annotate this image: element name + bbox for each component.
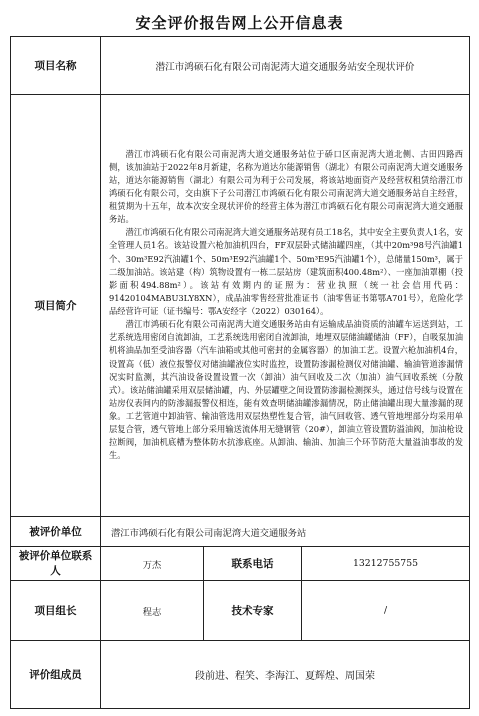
- contact-value-cell: [101, 547, 204, 581]
- intro-paragraph-3: 潜江市鸿硕石化有限公司南泥湾大道交通服务站由有运输成品油资质的油罐车运送到站，工艺系统选用密闭自流卸油，工艺系统选用密闭自流卸油，地埋双层储油罐储油（FF），自吸泵加油机将油品加至受油容器（汽车油箱或其他可密封的金属容器）的加油工艺。设置六枪加油机4台，设置高（低）液位报警仪对储油罐液位实时监控，设置防渗漏检测仪对储油罐、输油管道渗漏情况实时监测，其汽油设备设置设置一次（卸油）油气回收及二次（加油）油气回收系统（分散式）。该站储油罐采用双层储油罐，内、外层罐壁之间设置防渗漏检测探头，通过信号线与设置在站房仪表间内的防渗漏报警仪相连，能有效查明储油罐渗漏情况，防止储油罐出现大量渗漏的现象。工艺管道中卸油管、输油管选用双层热塑性复合管，油气回收管、透气管地埋部分均采用单层复合管，透气管地上部分采用输送流体用无缝钢管（20#），卸油立管设置防溢油阀，加油枪设拉断阀，加油机底槽为整体防水抗渗底座。从卸油、输油、加油三个环节防范大量溢油事故的发生。: [109, 319, 464, 461]
- project-intro-label-cell: [11, 95, 101, 517]
- team-leader-label: 项目组长: [34, 604, 77, 617]
- row-project-intro: [11, 95, 470, 517]
- project-intro-content-cell: [101, 95, 470, 517]
- expert-label-cell: [204, 581, 302, 641]
- project-name-label-cell: [11, 37, 101, 95]
- contact-label: 被评价单位联系人: [18, 549, 93, 577]
- project-name-value: 潜江市鸿硕石化有限公司南泥湾大道交通服务站安全现状评价: [155, 61, 415, 73]
- info-table: [10, 36, 470, 709]
- row-evaluated-unit: [11, 517, 470, 547]
- phone-value: 13212755755: [352, 558, 419, 569]
- row-team-leader: [11, 581, 470, 641]
- project-intro-label: 项目简介: [34, 299, 77, 312]
- intro-paragraph-1: 潜江市鸿硕石化有限公司南泥湾大道交通服务站位于硚口区南泥湾大道北侧、古田四路西侧，该加油站于2022年8月新建，名称为道达尔能源销售（湖北）有限公司南泥湾大道交通服务站，道达尔能源销售（湖北）有限公司为利于公司发展，将该站地面资产及经营权租赁给潜江市鸿硕石化有限公司，交由旗下子公司潜江市鸿硕石化有限公司南泥湾大道交通服务站自主经营，租赁期为十五年，故本次安全现状评价的经营主体为潜江市鸿硕石化有限公司南泥湾大道交通服务站。: [109, 148, 464, 225]
- row-contact: [11, 547, 470, 581]
- project-intro-content: [101, 147, 469, 465]
- team-members-value-cell: [101, 641, 470, 709]
- intro-paragraph-2: 潜江市鸿硕石化有限公司南泥湾大道交通服务站现有员工18名，其中安全主要负责人1名，安全管理人员1名。该站设置六枪加油机四台，FF双层卧式储油罐四座，（其中20m³98号汽油罐1个、30m³E92汽油罐1个、50m³E92汽油罐1个、50m³E95汽油罐1个），总储量150m³，属于二级加油站。该站建（构）筑物设置有一栋二层站房（建筑面积400.48m²）、一座加油罩棚（投影面积494.88m²）。该站有效期内的证照为：营业执照（统一社会信用代码：91420104MABU3LY8XN），成品油零售经营批准证书（油零售证书第鄂A701号），危险化学品经营许可证（证书编号：鄂A安经字（2022）030164）。: [109, 227, 464, 316]
- row-team-members: [11, 641, 470, 709]
- expert-value-cell: [302, 581, 470, 641]
- phone-value-cell: [302, 547, 470, 581]
- document-title: 安全评价报告网上公开信息表: [135, 14, 344, 32]
- team-leader-value-cell: [101, 581, 204, 641]
- evaluated-unit-value-cell: [101, 517, 470, 547]
- team-leader-label-cell: [11, 581, 101, 641]
- phone-label: 联系电话: [231, 557, 274, 570]
- evaluated-unit-value: 潜江市鸿硕石化有限公司南泥湾大道交通服务站: [111, 527, 307, 539]
- contact-label-cell: [11, 547, 101, 581]
- team-members-label-cell: [11, 641, 101, 709]
- project-name-label: 项目名称: [34, 59, 77, 72]
- team-leader-value: 程志: [142, 606, 162, 618]
- evaluated-unit-label: 被评价单位: [29, 525, 82, 538]
- evaluated-unit-label-cell: [11, 517, 101, 547]
- row-project-name: [11, 37, 470, 95]
- expert-value: /: [383, 605, 388, 616]
- team-members-label: 评价组成员: [29, 668, 82, 681]
- expert-label: 技术专家: [231, 604, 274, 617]
- contact-value: 万杰: [142, 559, 162, 571]
- team-members-value: 段前进、程笑、李海江、夏辉煌、周国荣: [195, 671, 375, 682]
- phone-label-cell: [204, 547, 302, 581]
- project-name-value-cell: [101, 37, 470, 95]
